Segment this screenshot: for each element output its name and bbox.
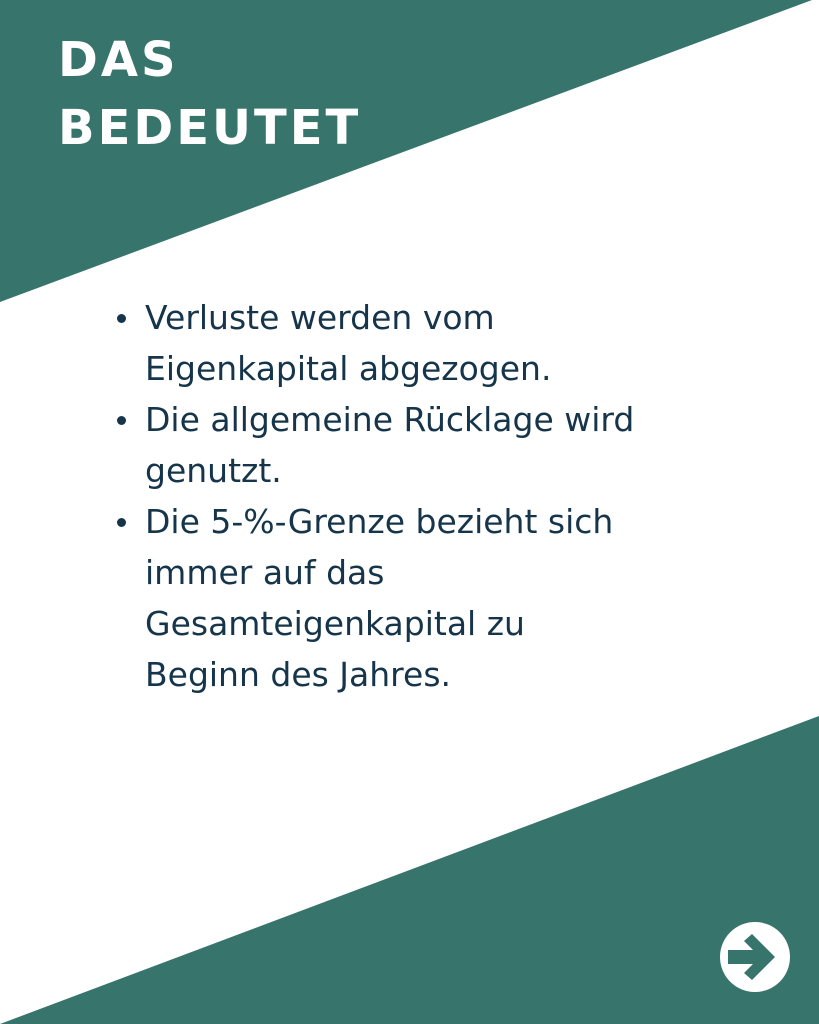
bullet-item: Die 5-%-Grenze bezieht sich immer auf das Gesamteigenkapital zu Beginn des Jahres.: [115, 496, 635, 700]
bullet-item: Verluste werden vom Eigenkapital abgezogen.: [115, 292, 635, 394]
bullet-list: [115, 292, 635, 700]
bullet-item: Die allgemeine Rücklage wird genutzt.: [115, 394, 635, 496]
next-arrow-button[interactable]: [720, 922, 790, 992]
arrow-right-circle-icon[interactable]: [720, 922, 790, 992]
bottom-teal-band: [0, 716, 819, 1024]
title-line-2: BEDEUTET: [58, 100, 362, 156]
title-line-1: DAS: [58, 32, 179, 88]
page-title: [58, 26, 361, 162]
